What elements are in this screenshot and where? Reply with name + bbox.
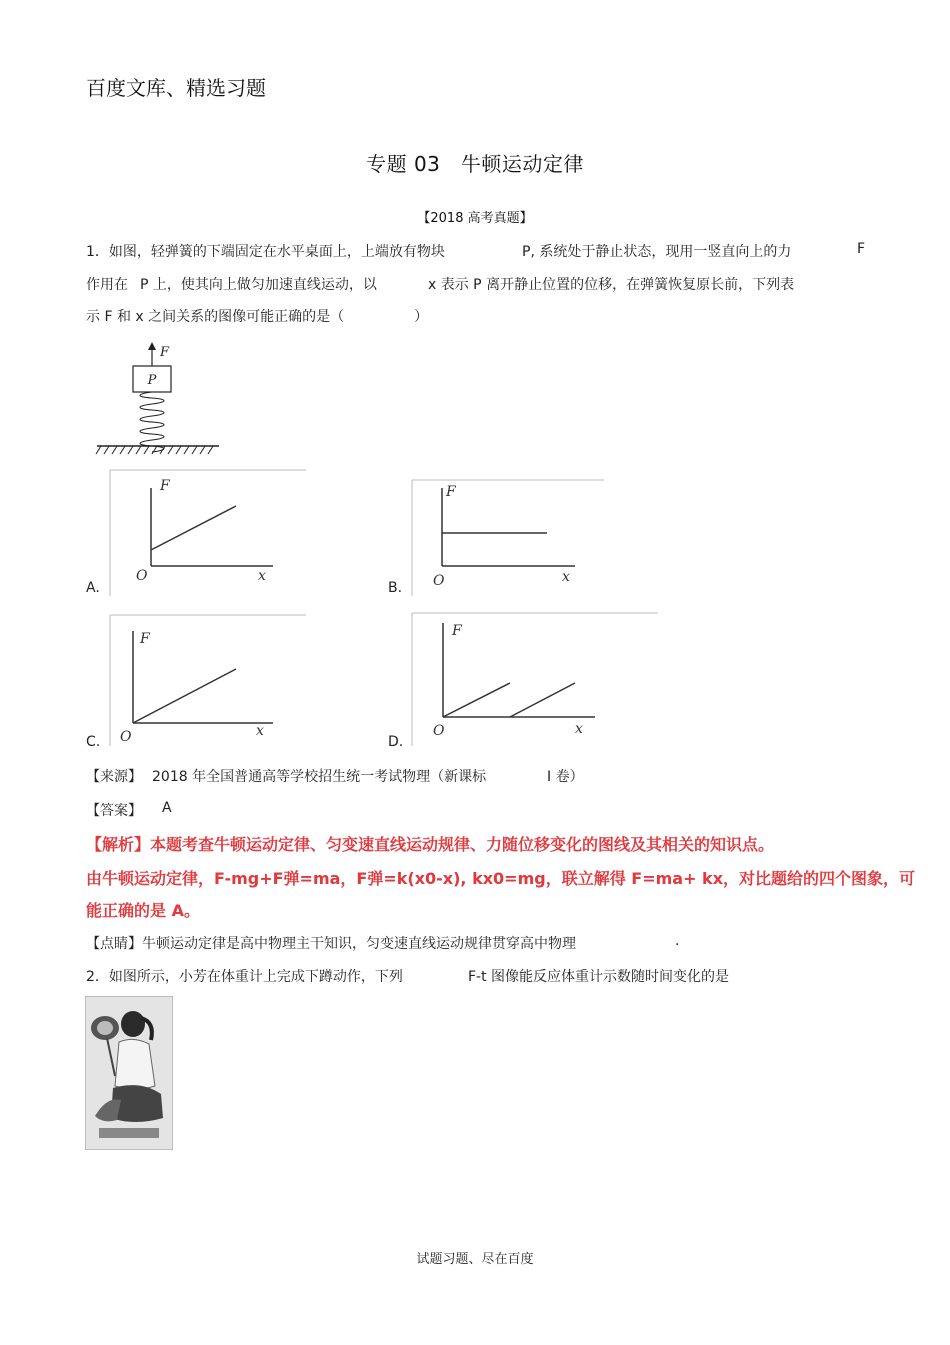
option-a-graph[interactable] xyxy=(108,468,308,598)
graph-line-1 xyxy=(443,683,510,717)
option-c-label[interactable]: C. xyxy=(86,734,101,750)
page-title: 专题 03 牛顿运动定律 xyxy=(366,152,584,176)
x-axis-label: x xyxy=(562,569,570,585)
q2-text-a: 2．如图所示，小芳在体重计上完成下蹲动作，下列 xyxy=(86,969,403,985)
x-axis-label: x xyxy=(256,723,264,739)
source-text: 2018 年全国普通高等学校招生统一考试物理（新课标 xyxy=(152,769,487,785)
graph-line xyxy=(133,669,236,723)
q1-line1-a: 1．如图，轻弹簧的下端固定在水平桌面上，上端放有物块 xyxy=(86,244,445,260)
source-label: 【来源】 xyxy=(86,769,142,785)
q2-text-b: F-t 图像能反应体重计示数随时间变化的是 xyxy=(468,969,730,985)
q1-line2-c: x 表示 P 离开静止位置的位移，在弹簧恢复原长前，下列表 xyxy=(428,277,795,293)
answer-value: A xyxy=(162,800,172,816)
origin-label: O xyxy=(136,568,148,584)
origin-label: O xyxy=(433,723,445,739)
analysis-line3: 能正确的是 A。 xyxy=(86,901,200,920)
head xyxy=(121,1011,145,1037)
q1-line1-b: P, 系统处于静止状态，现用一竖直向上的力 xyxy=(522,244,792,260)
comment-end: . xyxy=(675,933,680,949)
doc-footer: 试题习题、尽在百度 xyxy=(416,1252,534,1267)
analysis-line1: 【解析】本题考查牛顿运动定律、匀变速直线运动规律、力随位移变化的图线及其相关的知识点。 xyxy=(86,835,775,854)
graph-line xyxy=(151,506,236,550)
comment-text: 【点睛】牛顿运动定律是高中物理主干知识，匀变速直线运动规律贯穿高中物理 xyxy=(86,936,576,952)
option-b-graph[interactable] xyxy=(410,478,606,598)
spring-figure xyxy=(95,340,225,460)
option-a-label[interactable]: A. xyxy=(86,580,100,596)
y-axis-label: F xyxy=(160,478,170,494)
option-c-graph[interactable] xyxy=(108,613,308,748)
spring-coil xyxy=(140,392,164,452)
graph-line-2 xyxy=(510,683,575,717)
origin-label: O xyxy=(120,729,132,745)
analysis-line2: 由牛顿运动定律，F-mg+F弹=ma，F弹=k(x0-x), kx0=mg，联立解得 F=ma+ kx，对比题给的四个图象，可 xyxy=(86,869,916,888)
answer-label: 【答案】 xyxy=(86,803,142,819)
origin-label: O xyxy=(433,573,445,589)
option-d-label[interactable]: D. xyxy=(388,734,404,750)
q1-line1-c: F xyxy=(857,241,866,257)
x-axis-label: x xyxy=(258,568,266,584)
ground-hatching xyxy=(96,446,213,454)
option-d-graph[interactable] xyxy=(410,611,660,748)
squatting-girl-photo xyxy=(85,996,173,1150)
x-axis-label: x xyxy=(575,721,583,737)
force-label: F xyxy=(160,345,170,360)
q1-line3: 示 F 和 x 之间关系的图像可能正确的是（ ） xyxy=(86,309,429,325)
y-axis-label: F xyxy=(446,484,456,500)
block-label: P xyxy=(147,373,157,388)
option-b-label[interactable]: B. xyxy=(388,580,403,596)
doc-header: 百度文库、精选习题 xyxy=(86,76,266,100)
q1-line2-a: 作用在 xyxy=(86,277,128,293)
force-arrow-head xyxy=(148,342,156,350)
q1-line2-b: P 上，使其向上做匀加速直线运动，以 xyxy=(140,277,377,293)
source-suffix: I 卷） xyxy=(547,769,584,785)
y-axis-label: F xyxy=(140,631,150,647)
y-axis-label: F xyxy=(452,623,462,639)
section-heading: 【2018 高考真题】 xyxy=(417,211,533,226)
